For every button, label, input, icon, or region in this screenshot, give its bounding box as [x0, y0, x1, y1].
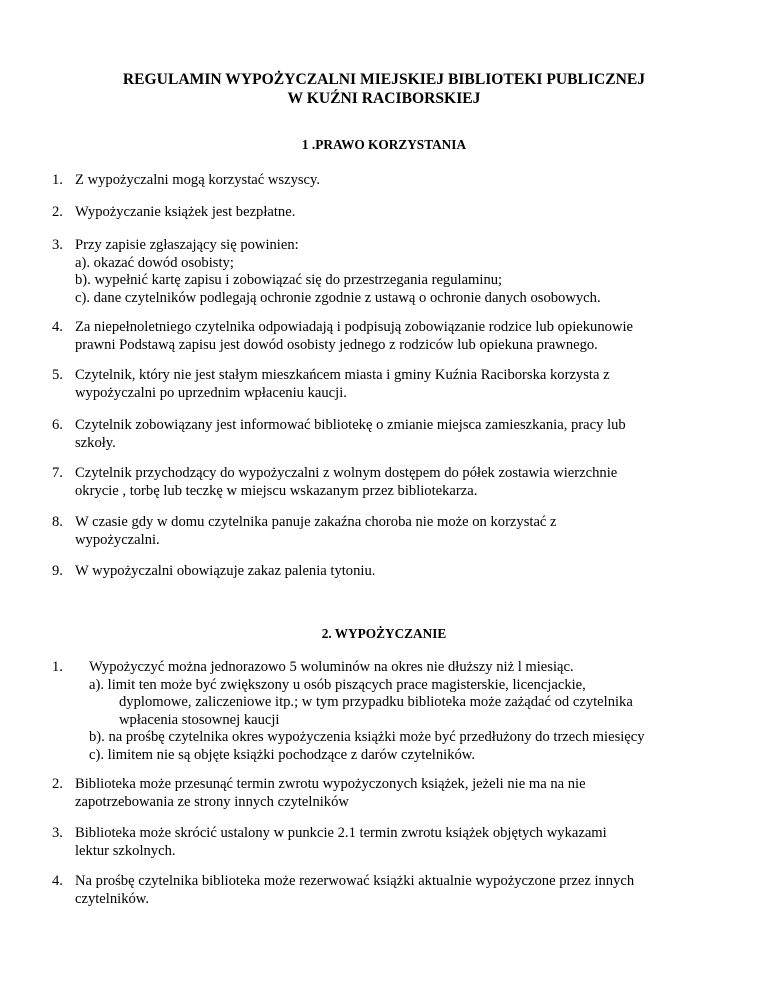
section-2-item-1: [52, 659, 702, 764]
item-text: okrycie , torbę lub teczkę w miejscu wskazanym przez bibliotekarza.: [75, 482, 478, 499]
section-1-item-7: [52, 465, 702, 500]
item-text: prawni Podstawą zapisu jest dowód osobisty jednego z rodziców lub opiekuna prawnego.: [75, 336, 598, 353]
item-text: Biblioteka może przesunąć termin zwrotu wypożyczonych książek, jeżeli nie ma na nie: [75, 776, 586, 792]
section-1-item-4: [52, 319, 702, 354]
item-number: 2.: [52, 776, 63, 792]
title-line-1: REGULAMIN WYPOŻYCZALNI MIEJSKIEJ BIBLIOTEKI PUBLICZNEJ: [122, 71, 646, 88]
item-text: Wypożyczanie książek jest bezpłatne.: [75, 204, 296, 220]
item-number: 1.: [52, 172, 63, 188]
section-2-item-4: [52, 873, 702, 908]
item-text: Wypożyczyć można jednorazowo 5 woluminów na okres nie dłuższy niż l miesiąc.: [89, 659, 574, 675]
item-text: szkoły.: [75, 434, 116, 451]
section-1-item-2: [52, 204, 702, 222]
item-subpoint-a: a). limit ten może być zwiększony u osób piszących prace magisterskie, licencjackie,: [89, 676, 586, 693]
item-text: Na prośbę czytelnika biblioteka może rezerwować książki aktualnie wypożyczone przez innych: [75, 873, 635, 889]
item-number: 1.: [52, 659, 63, 675]
item-text: Z wypożyczalni mogą korzystać wszyscy.: [75, 172, 321, 188]
section-1-item-5: [52, 367, 702, 402]
item-text: czytelników.: [75, 890, 150, 907]
item-number: 4.: [52, 873, 63, 889]
item-text: W czasie gdy w domu czytelnika panuje zakaźna choroba nie może on korzystać z: [75, 514, 557, 530]
item-number: 6.: [52, 417, 63, 433]
item-text: Czytelnik, który nie jest stałym mieszkańcem miasta i gminy Kuźnia Raciborska korzysta z: [75, 367, 610, 383]
section-1-item-6: [52, 417, 702, 452]
item-text: wypożyczalni po uprzednim wpłaceniu kaucji.: [75, 384, 347, 401]
section-1-item-1: [52, 172, 702, 190]
section-1-item-3: [52, 237, 702, 307]
item-number: 3.: [52, 825, 63, 841]
section-1-item-8: [52, 514, 702, 549]
title-line-2: W KUŹNI RACIBORSKIEJ: [287, 90, 481, 107]
item-text: wypożyczalni.: [75, 531, 160, 548]
item-number: 2.: [52, 204, 63, 220]
document-title: [0, 70, 768, 108]
section-2-item-2: [52, 776, 702, 811]
item-number: 3.: [52, 237, 63, 253]
section-1-item-9: [52, 563, 702, 581]
item-text: zapotrzebowania ze strony innych czytelników: [75, 793, 349, 810]
item-text: Czytelnik zobowiązany jest informować bibliotekę o zmianie miejsca zamieszkania, pracy lub: [75, 417, 626, 433]
item-subpoint-a: a). okazać dowód osobisty;: [75, 254, 234, 271]
item-subpoint-a-cont: wpłacenia stosownej kaucji: [119, 711, 280, 728]
item-subpoint-a-cont: dyplomowe, zaliczeniowe itp.; w tym przypadku biblioteka może zażądać od czytelnika: [119, 694, 633, 710]
item-subpoint-c: c). dane czytelników podlegają ochronie zgodnie z ustawą o ochronie danych osobowych.: [75, 289, 601, 306]
item-text: Za niepełnoletniego czytelnika odpowiadają i podpisują zobowiązanie rodzice lub opiekunowie: [75, 319, 634, 335]
item-text: Czytelnik przychodzący do wypożyczalni z wolnym dostępem do półek zostawia wierzchnie: [75, 465, 618, 481]
item-subpoint-b: b). wypełnić kartę zapisu i zobowiązać się do przestrzegania regulaminu;: [75, 272, 503, 288]
section-2-item-3: [52, 825, 702, 860]
item-text: Przy zapisie zgłaszający się powinien:: [75, 237, 299, 253]
section-1-heading: 1 .PRAWO KORZYSTANIA: [301, 137, 467, 152]
item-number: 4.: [52, 319, 63, 335]
item-text: Biblioteka może skrócić ustalony w punkcie 2.1 termin zwrotu książek objętych wykazami: [75, 825, 607, 841]
item-subpoint-c: c). limitem nie są objęte książki pochodzące z darów czytelników.: [89, 746, 476, 763]
item-text: lektur szkolnych.: [75, 842, 176, 859]
item-number: 9.: [52, 563, 63, 579]
item-number: 5.: [52, 367, 63, 383]
item-subpoint-b: b). na prośbę czytelnika okres wypożyczenia książki może być przedłużony do trzech miesięcy: [89, 729, 645, 745]
section-2-heading: 2. WYPOŻYCZANIE: [321, 626, 447, 641]
item-text: W wypożyczalni obowiązuje zakaz palenia tytoniu.: [75, 563, 376, 579]
item-number: 7.: [52, 465, 63, 481]
item-number: 8.: [52, 514, 63, 530]
